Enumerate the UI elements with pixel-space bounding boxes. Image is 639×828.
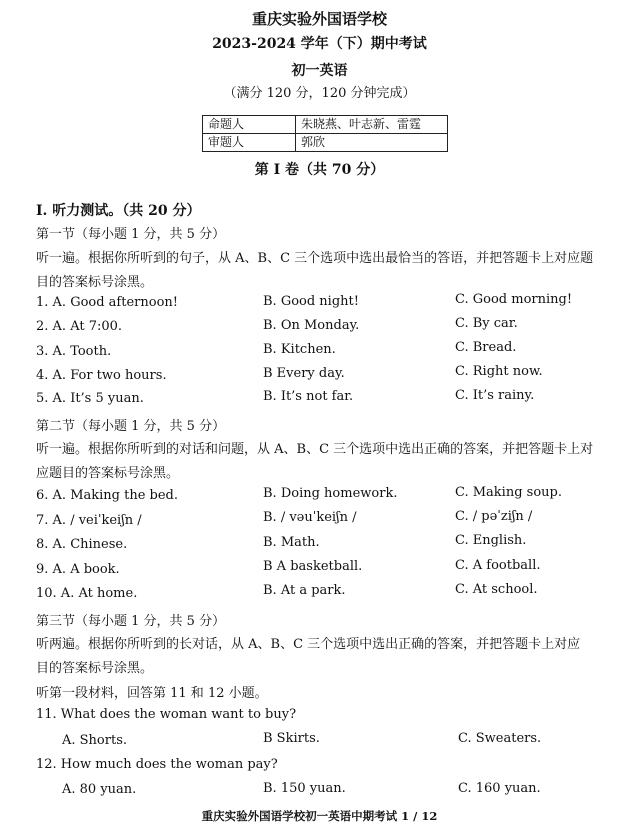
staff-role: 命题人	[203, 116, 296, 134]
option-c: C. / pəˈziʃn /	[455, 509, 533, 524]
option-c: C. Good morning!	[455, 292, 573, 307]
option-a: A. 80 yuan.	[62, 782, 137, 797]
option-c: C. Making soup.	[455, 485, 562, 500]
option-c: C. By car.	[455, 316, 518, 331]
option-b: B Every day.	[263, 366, 345, 381]
page-footer: 重庆实验外国语学校初一英语中期考试 1 / 12	[201, 809, 438, 823]
option-b: B A basketball.	[263, 559, 363, 574]
section3-instruction: 听两遍。根据你所听到的长对话，从 A、B、C 三个选项中选出正确的答案，并把答题卡上对应	[36, 637, 581, 652]
option-c: C. At school.	[455, 582, 538, 597]
section2-instruction: 听一遍。根据你所听到的对话和问题，从 A、B、C 三个选项中选出正确的答案，并把答题卡上对	[36, 442, 594, 457]
option-a: 9. A. A book.	[36, 562, 120, 577]
option-c: C. It’s rainy.	[455, 388, 535, 403]
option-a: 8. A. Chinese.	[36, 537, 128, 552]
question-12-stem: 12. How much does the woman pay?	[36, 757, 278, 772]
option-a: 7. A. / veiˈkeiʃn /	[36, 513, 142, 528]
option-c: C. Sweaters.	[458, 731, 542, 746]
option-b: B. Doing homework.	[263, 486, 398, 501]
grade-subject: 初一英语	[291, 63, 348, 79]
option-c: C. 160 yuan.	[458, 781, 541, 796]
section2-instruction-cont: 应题目的答案标号涂黑。	[36, 466, 180, 481]
option-b: B. On Monday.	[263, 318, 360, 333]
part1-title: I. 听力测试。（共 20 分）	[36, 203, 201, 219]
option-a: A. Shorts.	[62, 733, 127, 748]
option-b: B. It’s not far.	[263, 389, 354, 404]
section3-title: 第三节（每小题 1 分，共 5 分）	[36, 614, 226, 629]
exam-title: 2023-2024 学年（下）期中考试	[212, 36, 427, 52]
option-a: 1. A. Good afternoon!	[36, 295, 178, 310]
question-11-stem: 11. What does the woman want to buy?	[36, 707, 297, 722]
option-c: C. Bread.	[455, 340, 517, 355]
section2-title: 第二节（每小题 1 分，共 5 分）	[36, 419, 226, 434]
option-b: B. Kitchen.	[263, 342, 336, 357]
option-a: 5. A. It’s 5 yuan.	[36, 391, 144, 406]
option-a: 4. A. For two hours.	[36, 368, 167, 383]
option-b: B Skirts.	[263, 731, 320, 746]
option-a: 3. A. Tooth.	[36, 344, 112, 359]
staff-row	[203, 134, 448, 152]
section1-title: 第一节（每小题 1 分，共 5 分）	[36, 227, 226, 242]
option-b: B. At a park.	[263, 583, 346, 598]
option-b: B. Math.	[263, 535, 320, 550]
option-b: B. 150 yuan.	[263, 781, 346, 796]
option-a: 6. A. Making the bed.	[36, 488, 179, 503]
staff-names: 朱晓燕、叶志新、雷霆	[296, 116, 448, 134]
volume-title: 第 I 卷（共 70 分）	[254, 162, 385, 178]
option-b: B. / vəuˈkeiʃn /	[263, 510, 357, 525]
option-c: C. Right now.	[455, 364, 543, 379]
school-title: 重庆实验外国语学校	[251, 10, 387, 28]
staff-names: 郭欣	[296, 134, 448, 152]
section1-instruction-cont: 目的答案标号涂黑。	[36, 275, 154, 290]
section3-instruction-cont: 目的答案标号涂黑。	[36, 661, 154, 676]
option-c: C. A football.	[455, 558, 541, 573]
score-time: （满分 120 分，120 分钟完成）	[223, 86, 416, 101]
option-a: 10. A. At home.	[36, 586, 138, 601]
staff-table	[202, 115, 448, 152]
option-b: B. Good night!	[263, 294, 359, 309]
option-a: 2. A. At 7:00.	[36, 319, 123, 334]
option-c: C. English.	[455, 533, 527, 548]
staff-role: 审题人	[203, 134, 296, 152]
section1-instruction: 听一遍。根据你所听到的句子，从 A、B、C 三个选项中选出最恰当的答语，并把答题卡上对应题	[36, 251, 594, 266]
staff-row	[203, 116, 448, 134]
material-instruction: 听第一段材料，回答第 11 和 12 小题。	[36, 686, 268, 701]
